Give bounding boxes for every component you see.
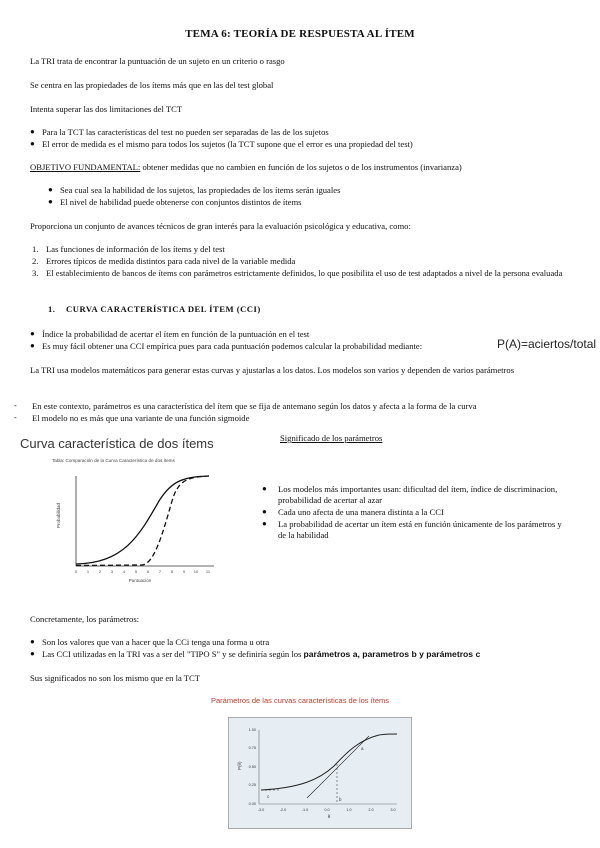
objetivo-item-text: El nivel de habilidad puede obtenerse con conjuntos distintos de ítems — [60, 197, 302, 207]
chart1-xtick: 5 — [134, 569, 138, 574]
limitation-text: El error de medida es el mismo para todos los sujetos (la TCT supone que el error es una propiedad del test) — [42, 139, 413, 149]
avance-number: 2. — [32, 256, 39, 266]
chart1-xtick: 3 — [110, 569, 114, 574]
proporciona-line: Proporciona un conjunto de avances técnicos de gran interés para la evaluación psicológica y educativa, como: — [30, 221, 411, 231]
cci-bullet — [30, 341, 470, 352]
bullet-icon: ● — [262, 519, 267, 528]
chart1-xtick: 8 — [170, 569, 174, 574]
dash-item — [14, 401, 584, 412]
chart1-xtick: 1 — [86, 569, 90, 574]
significado-item — [262, 519, 562, 540]
chart2-xtick: 0.0 — [324, 808, 330, 812]
chart2-xtick: -1.0 — [301, 808, 309, 812]
bullet-icon: ● — [30, 127, 35, 136]
modelos-line: La TRI usa modelos matemáticos para generar estas curvas y ajustarlas a los datos. Los modelos son varios y dependen de varios parámetros — [30, 365, 515, 375]
formula: P(A)=aciertos/total — [497, 337, 597, 351]
chart2-figure — [229, 718, 411, 828]
significado-item — [262, 507, 562, 518]
chart1-xtick: 2 — [98, 569, 102, 574]
bullet-icon: ● — [30, 329, 35, 338]
bullet-icon: ● — [48, 197, 53, 206]
significado-item-text: Los modelos más importantes usan: dificultad del ítem, índice de discriminacion, probabilidad de acertar al azar — [278, 484, 558, 505]
avance-text: El establecimiento de bancos de ítems con parámetros estrictamente definidos, lo que posibilita el uso de test adaptados a nivel de la persona evaluada — [46, 268, 563, 278]
dash-text: En este contexto, parámetros es una característica del ítem que se fija de antemano según los datos y afecta a la forma de la curva — [32, 401, 477, 411]
significado-title: Significado de los parámetros — [280, 433, 383, 443]
chart1-ylabel: Probabilidad — [56, 502, 61, 528]
chart1-xtick: 11 — [205, 569, 211, 574]
param-bullet-prefix: Las CCI utilizadas en la TRI vas a ser del "TIPO S" y se definiría según los — [42, 649, 304, 659]
objetivo-item-text: Sea cual sea la habilidad de los sujetos, las propiedades de los ítems serán iguales — [60, 185, 341, 195]
chart2-xtick: -2.0 — [279, 808, 287, 812]
dash-icon: - — [14, 413, 17, 422]
chart1-xticks — [75, 569, 211, 574]
bullet-icon: ● — [262, 507, 267, 516]
chart2-ylabel: P(θ) — [237, 761, 242, 770]
avance-item — [32, 244, 577, 255]
chart2-frame — [228, 717, 412, 829]
param-bullet-bold: parámetros a, parametros b y parámetros c — [303, 649, 481, 659]
section-title: CURVA CARACTERÍSTICA DEL ÍTEM (CCI) — [66, 304, 261, 314]
chart1-curve-item1 — [76, 476, 209, 564]
sus-line: Sus significados no son los mismo que en la TCT — [30, 673, 201, 683]
chart1-figure — [54, 466, 224, 586]
chart2-slope-line — [307, 736, 369, 798]
avance-item — [32, 268, 577, 279]
chart1-xtick: 10 — [193, 569, 199, 574]
chart1-xlabel: Puntuación — [128, 578, 152, 583]
bullet-icon: ● — [30, 139, 35, 148]
chart2-xtick: -3.0 — [257, 808, 265, 812]
bullet-icon: ● — [30, 341, 35, 350]
chart2-ytick: 0.00 — [248, 802, 256, 806]
avance-number: 3. — [32, 268, 39, 278]
param-bullet-text: Son los valores que van a hacer que la CCi tenga una forma u otra — [42, 637, 270, 647]
chart1-xtick: 4 — [122, 569, 126, 574]
chart2-label-b: b — [339, 797, 342, 802]
dash-text: El modelo no es más que una variante de una función sigmoide — [32, 413, 250, 423]
param-bullet — [30, 637, 575, 648]
dash-item — [14, 413, 584, 424]
avance-number: 1. — [32, 244, 39, 254]
bullet-icon: ● — [30, 637, 35, 646]
cci-bullet-text: Es muy fácil obtener una CCI empírica pues para cada puntuación podemos calcular la probabilidad mediante: — [42, 341, 423, 351]
limitation-item — [30, 127, 575, 138]
chart1-caption: Tabla: Comparación de la Curva Característica de dos ítems — [52, 458, 175, 463]
chart2-title: Parámetros de las curvas características de los ítems — [211, 696, 389, 705]
avance-item — [32, 256, 577, 267]
section-number: 1. — [48, 304, 56, 314]
significado-item-text: La probabilidad de acertar un ítem está en función únicamente de los parámetros y de la habilidad — [278, 519, 562, 540]
limitation-text: Para la TCT las características del test no pueden ser separadas de las de los sujetos — [42, 127, 329, 137]
significado-item — [262, 484, 562, 505]
chart2-xlabel: θ — [327, 814, 331, 819]
dash-icon: - — [14, 401, 17, 410]
chart2-ytick: 0.25 — [248, 783, 256, 787]
param-bullet — [30, 649, 575, 660]
objetivo-label: OBJETIVO FUNDAMENTAL: — [30, 162, 141, 172]
concretamente-line: Concretamente, los parámetros: — [30, 614, 140, 624]
chart2-ytick: 0.75 — [248, 746, 256, 750]
avance-text: Errores típicos de medida distintos para cada nivel de la variable medida — [46, 256, 296, 266]
chart1-xtick: 7 — [158, 569, 162, 574]
intro-line-3: Intenta superar las dos limitaciones del TCT — [30, 104, 183, 114]
chart1-xtick: 0 — [74, 569, 78, 574]
intro-line-2: Se centra en las propiedades de los ítems más que en las del test global — [30, 80, 274, 90]
page-title: TEMA 6: TEORÍA DE RESPUESTA AL ÍTEM — [185, 28, 415, 40]
chart2-ytick: 1.00 — [248, 728, 256, 732]
chart1-xtick: 9 — [182, 569, 186, 574]
chart2-xtick: 3.0 — [390, 808, 396, 812]
objetivo-line — [30, 162, 575, 173]
bullet-icon: ● — [48, 185, 53, 194]
chart2-xtick: 2.0 — [368, 808, 374, 812]
cci-bullet — [30, 329, 575, 340]
limitation-item — [30, 139, 575, 150]
bullet-icon: ● — [30, 649, 35, 658]
objetivo-item — [48, 185, 578, 196]
bullet-icon: ● — [262, 484, 267, 493]
chart2-curve — [261, 734, 397, 790]
intro-line-1: La TRI trata de encontrar la puntuación de un sujeto en un criterio o rasgo — [30, 56, 285, 66]
chart2-xtick: 1.0 — [346, 808, 352, 812]
chart2-label-c: c — [267, 794, 270, 799]
param-bullet-text — [42, 649, 480, 660]
chart2-ytick: 0.50 — [248, 765, 256, 769]
significado-item-text: Cada uno afecta de una manera distinta a la CCI — [278, 507, 444, 517]
cci-bullet-text: Índice la probabilidad de acertar el ítem en función de la puntuación en el test — [42, 329, 310, 339]
chart1-heading: Curva característica de dos ítems — [20, 436, 214, 451]
chart2-label-a: a — [361, 746, 364, 751]
chart1-curve-item2 — [76, 476, 209, 566]
section-heading — [48, 304, 261, 315]
avance-text: Las funciones de información de los ítems y del test — [46, 244, 225, 254]
objetivo-item — [48, 197, 578, 208]
chart1-xtick: 6 — [146, 569, 150, 574]
objetivo-text: obtener medidas que no cambien en función de los sujetos o de los instrumentos (invarianza) — [140, 162, 462, 172]
